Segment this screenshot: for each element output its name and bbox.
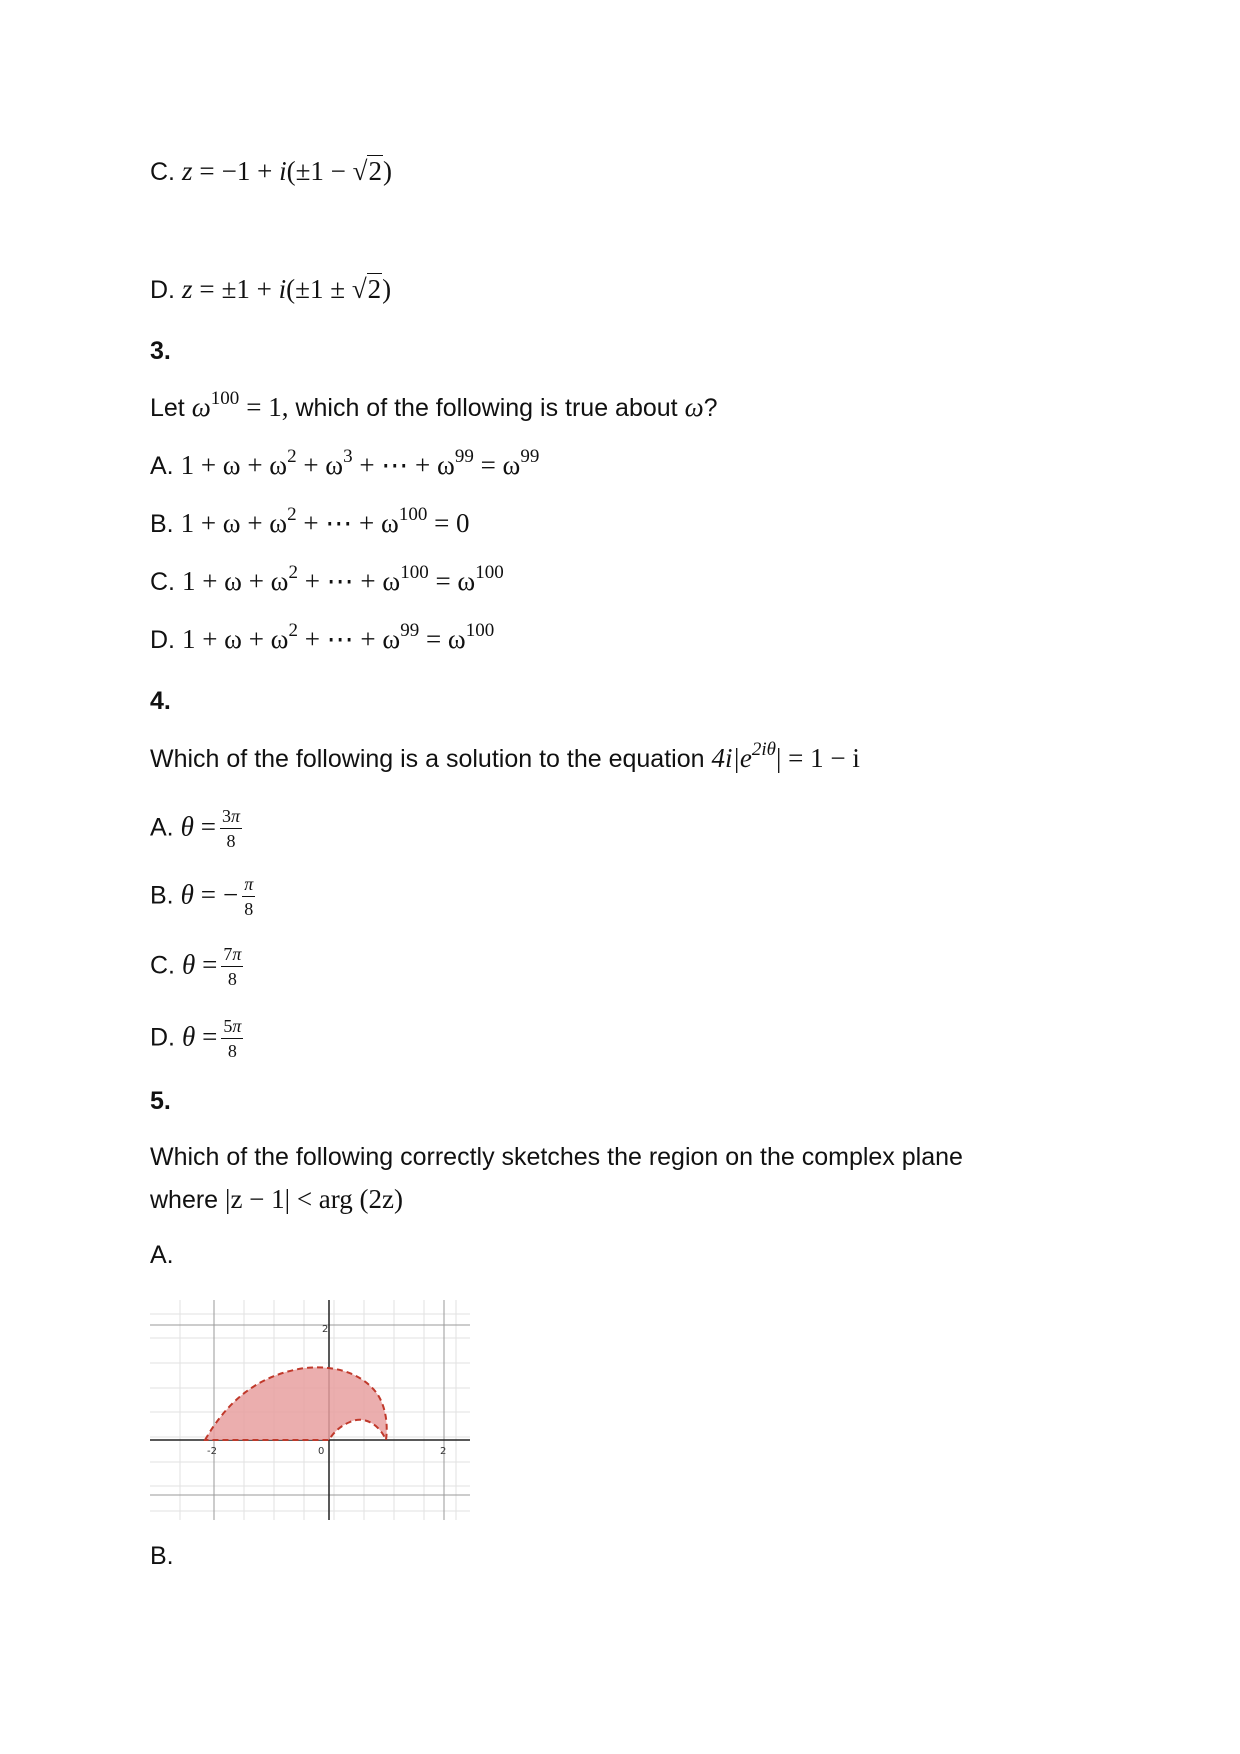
option-label: B. xyxy=(150,881,174,910)
math-exponent: 100 xyxy=(465,620,495,641)
math-expr: ) xyxy=(382,274,392,304)
fraction xyxy=(242,874,255,919)
option-label: A. xyxy=(150,813,174,842)
math-expr: 1 + ω + ω xyxy=(181,566,289,596)
math-expr: |z − 1| < arg (2z) xyxy=(225,1184,403,1214)
fraction-pi: π xyxy=(244,874,254,894)
sqrt-arg: 2 xyxy=(368,156,382,186)
math-eq: = xyxy=(200,879,217,910)
option-label: B. xyxy=(150,510,174,538)
math-expr: + ω xyxy=(296,450,344,480)
math-eq: = xyxy=(199,274,215,304)
q2-option-c xyxy=(150,158,392,185)
prompt-text: ? xyxy=(703,394,718,422)
math-exponent: 2 xyxy=(287,504,297,525)
math-expr: 1 + ω + ω xyxy=(180,450,288,480)
fraction xyxy=(221,1016,243,1061)
math-i: i xyxy=(278,274,287,304)
q2-option-d xyxy=(150,276,391,303)
q4-option-c xyxy=(150,944,243,989)
math-expr: 1 + ω + ω xyxy=(180,508,288,538)
q4-prompt xyxy=(150,739,860,773)
tick-label-y-top: 2 xyxy=(322,1324,329,1335)
option-label: C. xyxy=(150,568,175,596)
q5-prompt-line-1: Which of the following correctly sketches the region on the complex plane xyxy=(150,1143,963,1171)
option-label: D. xyxy=(150,1023,175,1052)
q4-option-d xyxy=(150,1016,243,1061)
math-exponent: 2 xyxy=(287,446,297,467)
q4-option-b xyxy=(150,874,255,919)
fraction xyxy=(221,944,243,989)
math-sign: − xyxy=(222,879,239,910)
math-exponent: 99 xyxy=(520,446,540,467)
math-var: θ xyxy=(181,1021,196,1052)
math-expr: ) xyxy=(382,156,392,186)
math-exponent: 2iθ xyxy=(751,739,777,760)
q3-option-d xyxy=(150,620,495,654)
prompt-text: where xyxy=(150,1186,219,1214)
math-expr: + ⋯ + ω xyxy=(297,624,401,654)
question-number-3: 3. xyxy=(150,337,171,365)
option-label: D. xyxy=(150,626,175,654)
math-expr: = 1, xyxy=(246,392,289,422)
math-expr: = ω xyxy=(428,566,476,596)
option-a-graph xyxy=(150,1300,470,1520)
q3-option-b xyxy=(150,504,470,538)
math-expr: + ⋯ + ω xyxy=(352,450,455,480)
math-expr: = 0 xyxy=(427,508,470,538)
math-eq: = xyxy=(202,949,218,980)
tick-label-x-left: -2 xyxy=(207,1446,217,1457)
q5-option-b-label: B. xyxy=(150,1542,174,1570)
fraction-denominator: 8 xyxy=(226,830,236,851)
q5-prompt-line-2 xyxy=(150,1186,403,1213)
q3-prompt xyxy=(150,388,718,422)
fraction-coef: 7 xyxy=(223,944,233,964)
fraction-coef: 3 xyxy=(222,806,232,826)
math-var: z xyxy=(181,156,193,186)
math-exponent: 2 xyxy=(288,620,298,641)
tick-label-x-right: 2 xyxy=(440,1446,447,1457)
q4-option-a xyxy=(150,806,242,851)
math-exponent: 99 xyxy=(400,620,420,641)
math-exponent: 2 xyxy=(288,562,298,583)
math-exponent: 100 xyxy=(475,562,504,583)
fraction-pi: π xyxy=(232,944,242,964)
math-exponent: 3 xyxy=(343,446,353,467)
math-expr: + ⋯ + ω xyxy=(297,566,401,596)
fraction-pi: π xyxy=(231,806,241,826)
math-var: θ xyxy=(181,949,196,980)
sqrt-symbol: √2 xyxy=(351,274,382,304)
math-expr: | = 1 − i xyxy=(776,743,860,773)
sqrt-symbol: √2 xyxy=(352,156,382,186)
fraction-coef: 5 xyxy=(223,1016,233,1036)
question-number-4: 4. xyxy=(150,687,171,715)
math-var: θ xyxy=(180,879,194,910)
tick-label-x-origin: 0 xyxy=(318,1446,325,1457)
prompt-text: Let xyxy=(150,394,185,422)
sqrt-arg: 2 xyxy=(367,274,382,304)
math-exponent: 100 xyxy=(398,504,428,525)
shaded-region xyxy=(205,1367,387,1440)
math-var: θ xyxy=(180,811,194,842)
math-eq: = xyxy=(199,156,215,186)
q5-option-a-label: A. xyxy=(150,1241,174,1269)
fraction-denominator: 8 xyxy=(227,968,237,989)
prompt-text: which of the following is true about xyxy=(295,394,678,422)
q3-option-c xyxy=(150,562,504,596)
question-number-5: 5. xyxy=(150,1087,171,1115)
fraction-denominator: 8 xyxy=(227,1040,237,1061)
math-omega: ω xyxy=(684,392,704,422)
math-expr: (±1 ± xyxy=(286,274,352,304)
option-label: D. xyxy=(150,276,175,304)
math-expr: ±1 + xyxy=(221,274,279,304)
option-label: C. xyxy=(150,951,175,980)
math-expr: + ⋯ + ω xyxy=(296,508,399,538)
fraction-denominator: 8 xyxy=(244,898,254,919)
math-expr: 1 + ω + ω xyxy=(181,624,289,654)
math-exponent: 99 xyxy=(454,446,474,467)
math-exponent: 100 xyxy=(210,388,240,409)
option-label: A. xyxy=(150,452,174,480)
math-eq: = xyxy=(200,811,217,842)
option-label: C. xyxy=(150,158,175,186)
math-var: z xyxy=(181,274,193,304)
prompt-text: Which of the following is a solution to the equation xyxy=(150,745,705,773)
math-i: i xyxy=(279,156,287,186)
math-expr: = ω xyxy=(419,624,466,654)
math-expr: = ω xyxy=(473,450,521,480)
q3-option-a xyxy=(150,446,540,480)
fraction xyxy=(220,806,242,851)
fraction-pi: π xyxy=(232,1016,242,1036)
math-expr: 4i|e xyxy=(711,743,752,773)
math-omega: ω xyxy=(191,392,211,422)
math-expr: −1 + xyxy=(221,156,280,186)
math-eq: = xyxy=(202,1021,218,1052)
math-expr: (±1 − xyxy=(286,156,353,186)
math-exponent: 100 xyxy=(400,562,429,583)
